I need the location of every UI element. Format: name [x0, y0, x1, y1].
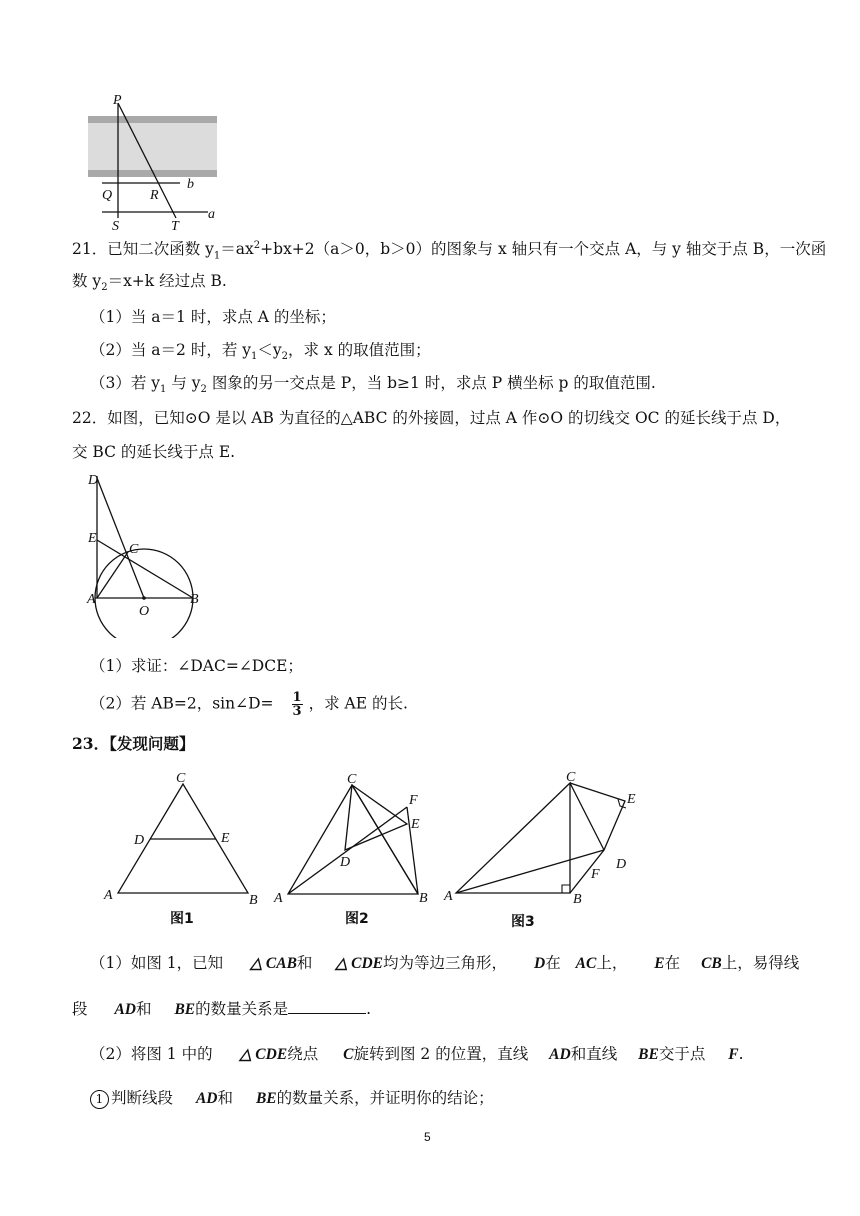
q21-stem-line1: 21．已知二次函数 $y_1=ax^2+bx+2(a>0$，b＞0）的图象与 x 轴只有一个交点 A，与 y 轴交于点 B，一次函 — [72, 240, 827, 262]
fig1-label-C: C — [176, 771, 186, 786]
label-a: a — [208, 207, 215, 222]
fig1-label-B: B — [249, 893, 258, 908]
label-b: b — [187, 177, 194, 192]
fig3-label-F: F — [591, 867, 600, 882]
fig1-caption: 图1 — [170, 911, 194, 927]
fig2-label-A: A — [274, 891, 283, 906]
fig3-label-D: D — [616, 857, 627, 872]
label-P: P — [113, 93, 122, 108]
q22-part1: （1）求证：∠DAC=∠DCE； — [90, 657, 303, 675]
fig3-caption: 图3 — [511, 914, 535, 930]
q23-part1-line2: 段 AD和 BE的数量关系是 . — [72, 1000, 372, 1018]
q22-stem-line1: 22．如图，已知⊙O 是以 AB 为直径的△ABC 的外接圆，过点 A 作⊙O 的切线交 OC 的延长线于点 D， — [72, 409, 791, 427]
fig2-label-D: D — [340, 855, 351, 870]
label-E: E — [88, 531, 97, 546]
circled-number-1: 1 — [90, 1090, 109, 1109]
figure-1 — [98, 766, 268, 936]
figure-3 — [440, 766, 650, 936]
label-C: C — [129, 542, 139, 557]
fig1-label-E: E — [221, 831, 230, 846]
figure-circle-tangent — [84, 470, 202, 638]
fig3-label-B: B — [573, 892, 582, 907]
fig3-label-C: C — [566, 770, 576, 785]
fig2-label-F: F — [409, 793, 418, 808]
fig2-label-E: E — [411, 817, 420, 832]
q21-stem-line2: 数 $y_2=x+k$ 经过点 B. — [72, 272, 227, 294]
fig2-label-B: B — [419, 891, 428, 906]
fraction-one-third: $\frac{1}{3}$ — [292, 690, 302, 719]
label-Q: Q — [102, 188, 113, 203]
fig3-label-E: E — [627, 792, 636, 807]
label-O: O — [139, 604, 150, 619]
answer-blank[interactable] — [288, 999, 366, 1014]
fig1-label-D: D — [134, 833, 145, 848]
q23-part1-line1: （1）如图 1，已知 △ CAB和 △ CDE均为等边三角形， D在 AC上， E在 CB上，易得线 — [90, 954, 800, 972]
q23-title: 23．【发现问题】 — [72, 734, 195, 753]
label-A: A — [87, 592, 96, 607]
q23-part2: （2）将图 1 中的 △ CDE绕点 C旋转到图 2 的位置，直线 AD和直线 BE交于点 F. — [90, 1045, 744, 1063]
fig3-label-A: A — [444, 889, 453, 904]
fig1-label-A: A — [104, 888, 113, 903]
q21-part1: （1）当 a＝1 时，求点 A 的坐标； — [90, 308, 336, 326]
figure-2 — [268, 766, 438, 936]
label-B: B — [190, 592, 199, 607]
q21-part3: （3）若 $y_1$ 与 $y_2$ 图象的另一交点是 P，当 b≥1 时，求点 P 横坐标 p 的取值范围. — [90, 374, 656, 396]
fig2-label-C: C — [347, 772, 357, 787]
figure-parallel-lines — [80, 88, 230, 236]
q22-part2: （2）若 AB=2，sin∠D= $\frac{1}{3}$ ，求 AE 的长. — [90, 690, 408, 719]
label-T: T — [171, 219, 179, 234]
label-S: S — [112, 219, 119, 234]
label-R: R — [150, 188, 159, 203]
fig2-caption: 图2 — [345, 911, 369, 927]
label-D: D — [88, 473, 99, 488]
q21-part2: （2）当 a＝2 时，若 $y_1<y_2$，求 x 的取值范围； — [90, 341, 431, 363]
q22-stem-line2: 交 BC 的延长线于点 E. — [72, 443, 236, 461]
page-number: 5 — [424, 1130, 431, 1144]
q23-subpart1: 1 判断线段 AD和 BE的数量关系，并证明你的结论； — [90, 1087, 494, 1110]
